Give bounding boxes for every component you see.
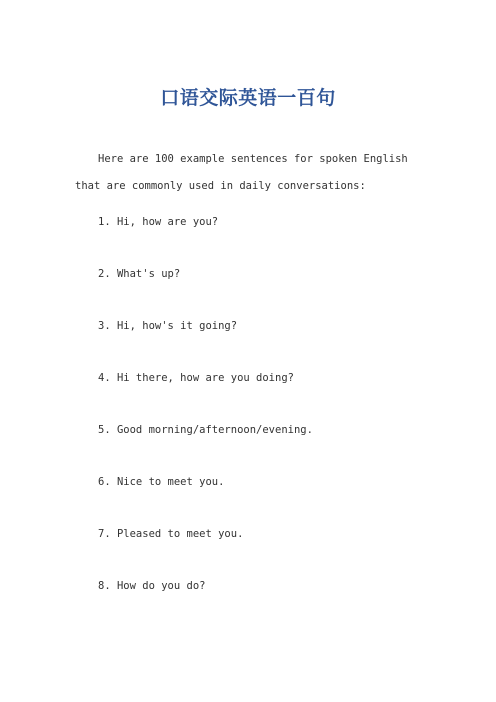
list-item: 2. What's up?	[98, 268, 181, 280]
list-item: 3. Hi, how's it going?	[98, 320, 238, 332]
intro-paragraph: Here are 100 example sentences for spoken English that are commonly used in daily conversations:	[75, 152, 408, 192]
list-item: 6. Nice to meet you.	[98, 476, 225, 488]
list-item: 8. How do you do?	[98, 580, 206, 592]
document-title: 口语交际英语一百句	[160, 87, 336, 109]
list-item: 7. Pleased to meet you.	[98, 528, 244, 540]
sentence-list	[98, 207, 313, 623]
list-item: 4. Hi there, how are you doing?	[98, 372, 294, 384]
list-item: 5. Good morning/afternoon/evening.	[98, 424, 313, 436]
list-item: 1. Hi, how are you?	[98, 216, 219, 228]
